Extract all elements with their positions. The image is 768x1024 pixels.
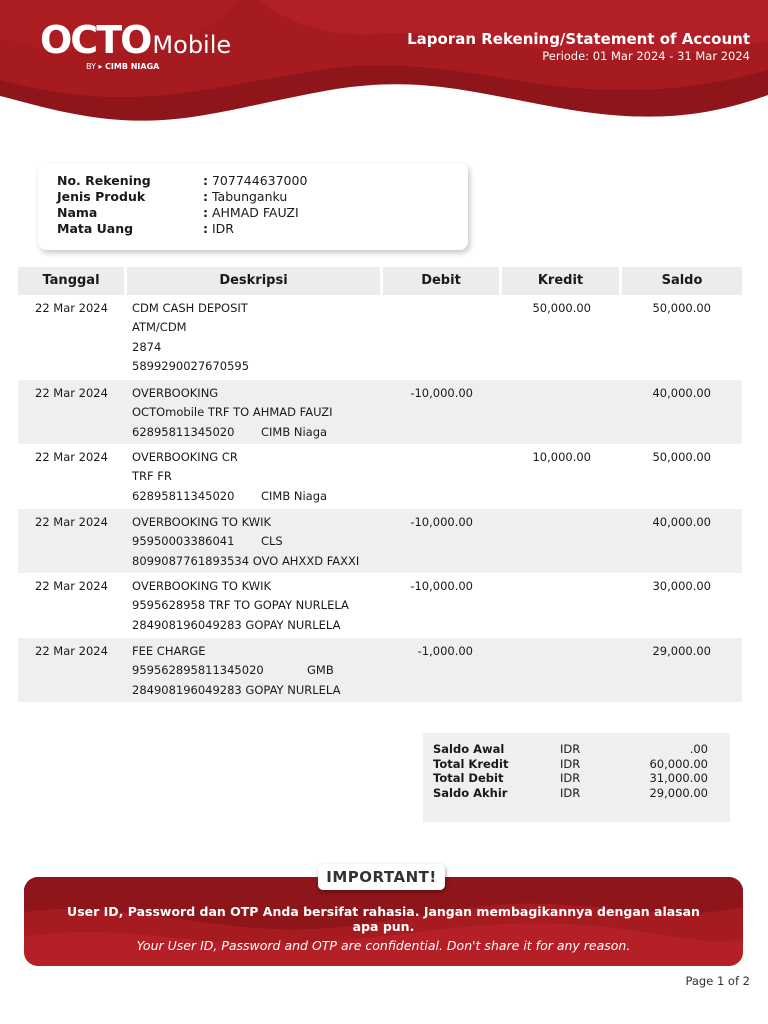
summary-opening-balance bbox=[433, 742, 723, 757]
table-row bbox=[18, 295, 742, 380]
logo-by-text: BY bbox=[86, 62, 96, 71]
description-line bbox=[132, 423, 333, 442]
currency-row bbox=[57, 221, 234, 237]
table-row bbox=[18, 573, 742, 638]
description-line bbox=[132, 357, 249, 376]
summary-value: .00 bbox=[689, 742, 708, 756]
date-cell: 22 Mar 2024 bbox=[35, 515, 108, 529]
date-cell: 22 Mar 2024 bbox=[35, 644, 108, 658]
description-line bbox=[132, 299, 249, 318]
balance-cell: 50,000.00 bbox=[652, 301, 711, 315]
credit-cell: 50,000.00 bbox=[532, 301, 591, 315]
description-line bbox=[132, 577, 349, 596]
logo-by-line bbox=[86, 62, 159, 71]
description-text: OCTOmobile TRF TO AHMAD FAUZI bbox=[132, 405, 333, 420]
description-text: 2874 bbox=[132, 339, 162, 354]
summary-label: Total Debit bbox=[433, 771, 504, 785]
description-line bbox=[132, 487, 327, 506]
description-line bbox=[132, 661, 340, 680]
balance-cell: 40,000.00 bbox=[652, 386, 711, 400]
description-text: GMB bbox=[307, 663, 334, 678]
date-cell: 22 Mar 2024 bbox=[35, 579, 108, 593]
balance-cell: 40,000.00 bbox=[652, 515, 711, 529]
column-header-debit: Debit bbox=[383, 267, 499, 295]
description-text: OVERBOOKING bbox=[132, 386, 219, 400]
description-cell bbox=[132, 448, 327, 506]
debit-cell: -1,000.00 bbox=[417, 644, 473, 658]
description-text: CDM CASH DEPOSIT bbox=[132, 301, 248, 315]
description-text: 95950003386041 bbox=[132, 534, 235, 549]
account-field-label: Nama bbox=[57, 205, 98, 220]
description-text: ATM/CDM bbox=[132, 320, 187, 335]
description-cell bbox=[132, 384, 333, 442]
summary-value: 31,000.00 bbox=[649, 771, 708, 785]
description-cell bbox=[132, 513, 359, 571]
column-header-date: Tanggal bbox=[18, 267, 124, 295]
description-line bbox=[132, 448, 327, 467]
balance-cell: 50,000.00 bbox=[652, 450, 711, 464]
account-name-row bbox=[57, 205, 299, 221]
table-row bbox=[18, 509, 742, 573]
description-text: 9595628958 TRF TO GOPAY NURLELA bbox=[132, 598, 349, 613]
description-line bbox=[132, 467, 327, 486]
account-info-card bbox=[38, 163, 468, 250]
account-field-label: Jenis Produk bbox=[57, 189, 146, 204]
description-line bbox=[132, 318, 249, 337]
description-line bbox=[132, 513, 359, 532]
product-type-value: Tabunganku bbox=[211, 189, 288, 204]
table-row bbox=[18, 444, 742, 509]
description-text: OVERBOOKING TO KWIK bbox=[132, 515, 272, 529]
description-text: 62895811345020 bbox=[132, 488, 235, 503]
debit-cell: -10,000.00 bbox=[410, 386, 473, 400]
description-cell bbox=[132, 299, 249, 376]
description-cell bbox=[132, 577, 349, 635]
date-cell: 22 Mar 2024 bbox=[35, 301, 108, 315]
summary-value: 29,000.00 bbox=[649, 785, 708, 800]
summary-label: Saldo Akhir bbox=[433, 785, 508, 800]
field-separator: : bbox=[203, 173, 208, 188]
octo-mobile-logo bbox=[40, 18, 232, 71]
summary-currency: IDR bbox=[560, 771, 581, 785]
debit-cell: -10,000.00 bbox=[410, 579, 473, 593]
account-name-value: AHMAD FAUZI bbox=[211, 205, 299, 220]
notice-text-indonesian: User ID, Password dan OTP Anda bersifat rahasia. Jangan membagikannya dengan alasan apa pun. bbox=[67, 904, 700, 934]
field-separator: : bbox=[203, 221, 208, 236]
summary-currency: IDR bbox=[560, 785, 581, 800]
debit-cell: -10,000.00 bbox=[410, 515, 473, 529]
page-number: Page 1 of 2 bbox=[685, 974, 750, 988]
description-line bbox=[132, 403, 333, 422]
summary-total-credit bbox=[433, 757, 723, 772]
credit-cell: 10,000.00 bbox=[532, 450, 591, 464]
summary-total-debit bbox=[433, 771, 723, 786]
product-type-row bbox=[57, 189, 287, 205]
description-line bbox=[132, 384, 333, 403]
description-line bbox=[132, 532, 359, 551]
description-line bbox=[132, 552, 359, 571]
summary-currency: IDR bbox=[560, 742, 581, 756]
summary-closing-balance bbox=[433, 786, 723, 801]
account-field-label: Mata Uang bbox=[57, 221, 134, 236]
currency-value: IDR bbox=[211, 221, 234, 236]
description-text: 5899290027670595 bbox=[132, 358, 250, 373]
description-text: 8099087761893534 OVO AHXXD FAXXI bbox=[132, 553, 360, 568]
column-header-credit: Kredit bbox=[502, 267, 619, 295]
statement-header bbox=[0, 0, 768, 135]
description-line bbox=[132, 616, 349, 635]
description-text: 62895811345020 bbox=[132, 424, 235, 439]
cimb-icon: ▸ bbox=[98, 62, 103, 71]
important-badge: IMPORTANT! bbox=[318, 864, 445, 890]
notice-text-english: Your User ID, Password and OTP are confidential. Don't share it for any reason. bbox=[136, 938, 631, 953]
description-text: FEE CHARGE bbox=[132, 644, 206, 658]
account-number-value: 707744637000 bbox=[211, 173, 308, 188]
logo-mobile-text: Mobile bbox=[152, 31, 232, 59]
summary-currency: IDR bbox=[560, 756, 581, 771]
description-text: CLS bbox=[261, 534, 283, 549]
summary-label: Saldo Awal bbox=[433, 742, 505, 756]
field-separator: : bbox=[203, 189, 208, 204]
statement-period: Periode: 01 Mar 2024 - 31 Mar 2024 bbox=[542, 49, 750, 63]
description-text: TRF FR bbox=[132, 469, 172, 484]
description-text: 284908196049283 GOPAY NURLELA bbox=[132, 682, 341, 697]
description-line bbox=[132, 338, 249, 357]
description-text: CIMB Niaga bbox=[261, 424, 328, 439]
description-text: OVERBOOKING TO KWIK bbox=[132, 579, 272, 593]
date-cell: 22 Mar 2024 bbox=[35, 386, 108, 400]
description-text: OVERBOOKING CR bbox=[132, 450, 238, 464]
column-header-description: Deskripsi bbox=[127, 267, 380, 295]
balance-summary bbox=[423, 733, 730, 822]
description-line bbox=[132, 596, 349, 615]
date-cell: 22 Mar 2024 bbox=[35, 450, 108, 464]
balance-cell: 29,000.00 bbox=[652, 644, 711, 658]
table-row bbox=[18, 380, 742, 444]
description-cell bbox=[132, 642, 340, 700]
description-line bbox=[132, 681, 340, 700]
logo-bank-text: CIMB NIAGA bbox=[105, 62, 160, 71]
summary-label: Total Kredit bbox=[433, 756, 509, 771]
description-line bbox=[132, 642, 340, 661]
field-separator: : bbox=[203, 205, 208, 220]
balance-cell: 30,000.00 bbox=[652, 579, 711, 593]
account-number-row bbox=[57, 173, 307, 189]
description-text: CIMB Niaga bbox=[261, 488, 328, 503]
account-field-label: No. Rekening bbox=[57, 173, 151, 188]
table-row bbox=[18, 638, 742, 702]
summary-value: 60,000.00 bbox=[649, 756, 708, 771]
description-text: 959562895811345020 bbox=[132, 663, 264, 678]
column-header-balance: Saldo bbox=[622, 267, 742, 295]
description-text: 284908196049283 GOPAY NURLELA bbox=[132, 617, 341, 632]
logo-octo-text: OCTO bbox=[40, 18, 151, 62]
statement-title: Laporan Rekening/Statement of Account bbox=[407, 30, 750, 48]
